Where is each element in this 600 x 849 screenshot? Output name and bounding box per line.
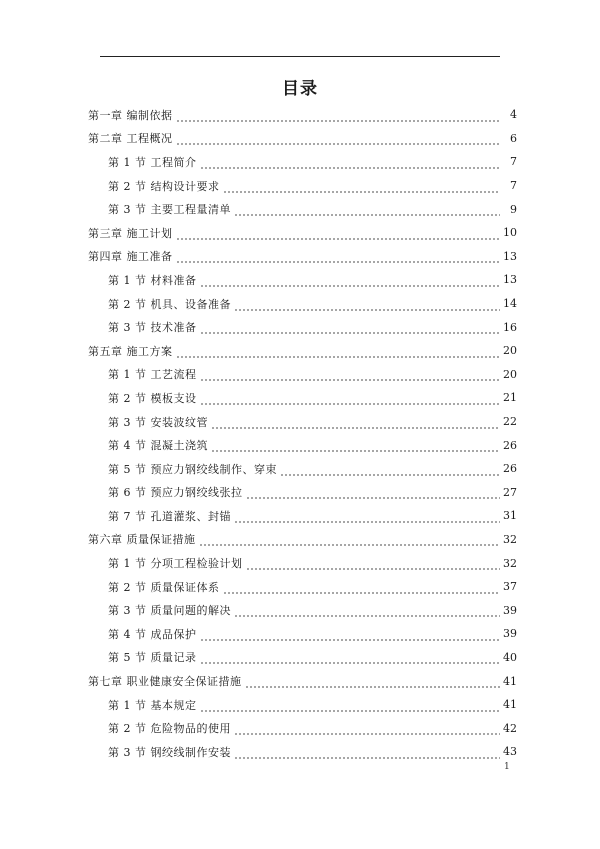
toc-entry-page: 26 [503, 438, 517, 452]
toc-dot-leader [234, 749, 500, 759]
header-rule [100, 56, 500, 57]
toc-section-entry[interactable] [88, 598, 517, 622]
toc-dot-leader [234, 206, 500, 216]
toc-section-entry[interactable] [88, 575, 517, 599]
toc-dot-leader [200, 702, 501, 712]
toc-entry-label: 第 2 节 危险物品的使用 [108, 722, 231, 736]
toc-entry-page: 20 [503, 367, 517, 381]
toc-entry-label: 第 5 节 质量记录 [108, 651, 197, 665]
toc-entry-label: 第 1 节 分项工程检验计划 [108, 557, 243, 571]
toc-section-entry[interactable] [88, 504, 517, 528]
toc-dot-leader [223, 183, 501, 193]
toc-entry-page: 16 [503, 320, 517, 334]
toc-dot-leader [176, 135, 501, 145]
toc-entry-page: 20 [503, 344, 517, 358]
toc-entry-label: 第 5 节 预应力钢绞线制作、穿束 [108, 462, 277, 476]
toc-section-entry[interactable] [88, 268, 517, 292]
toc-dot-leader [200, 371, 501, 381]
toc-section-entry[interactable] [88, 315, 517, 339]
toc-entry-page: 32 [503, 532, 517, 546]
toc-entry-label: 第 3 节 质量问题的解决 [108, 604, 231, 618]
toc-dot-leader [280, 466, 500, 476]
toc-section-entry[interactable] [88, 150, 517, 174]
toc-section-entry[interactable] [88, 386, 517, 410]
toc-dot-leader [200, 159, 501, 169]
toc-entry-page: 22 [503, 415, 517, 429]
toc-dot-leader [176, 348, 501, 358]
toc-dot-leader [211, 442, 500, 452]
toc-entry-label: 第三章 施工计划 [88, 226, 173, 240]
toc-chapter-entry[interactable] [88, 339, 517, 363]
toc-entry-label: 第 3 节 技术准备 [108, 321, 197, 335]
toc-entry-page: 42 [503, 721, 517, 735]
toc-dot-leader [234, 513, 500, 523]
toc-chapter-entry[interactable] [88, 245, 517, 269]
toc-entry-page: 7 [510, 155, 517, 169]
toc-section-entry[interactable] [88, 292, 517, 316]
toc-entry-page: 7 [510, 179, 517, 193]
toc-entry-page: 39 [503, 627, 517, 641]
toc-entry-page: 14 [503, 297, 517, 311]
toc-section-entry[interactable] [88, 481, 517, 505]
page-number: 1 [504, 762, 510, 772]
toc-entry-label: 第五章 施工方案 [88, 344, 173, 358]
toc-entry-page: 39 [503, 603, 517, 617]
table-of-contents [88, 103, 517, 764]
toc-entry-page: 6 [510, 131, 517, 145]
toc-entry-page: 27 [503, 485, 517, 499]
toc-section-entry[interactable] [88, 716, 517, 740]
toc-dot-leader [245, 678, 501, 688]
toc-dot-leader [211, 419, 500, 429]
toc-dot-leader [234, 725, 500, 735]
toc-chapter-entry[interactable] [88, 127, 517, 151]
toc-section-entry[interactable] [88, 622, 517, 646]
toc-section-entry[interactable] [88, 646, 517, 670]
toc-dot-leader [246, 560, 501, 570]
toc-entry-label: 第 2 节 模板支设 [108, 391, 197, 405]
toc-section-entry[interactable] [88, 740, 517, 764]
toc-chapter-entry[interactable] [88, 528, 517, 552]
toc-section-entry[interactable] [88, 363, 517, 387]
toc-dot-leader [176, 112, 501, 122]
toc-entry-page: 31 [503, 509, 517, 523]
toc-entry-label: 第 1 节 工程简介 [108, 155, 197, 169]
toc-dot-leader [176, 253, 501, 263]
toc-dot-leader [246, 489, 501, 499]
toc-dot-leader [223, 584, 501, 594]
toc-dot-leader [200, 654, 501, 664]
toc-entry-label: 第 4 节 混凝土浇筑 [108, 439, 208, 453]
toc-entry-page: 41 [503, 698, 517, 712]
toc-dot-leader [200, 324, 501, 334]
toc-entry-page: 9 [510, 202, 517, 216]
toc-entry-page: 13 [503, 249, 517, 263]
toc-dot-leader [200, 631, 501, 641]
toc-entry-page: 32 [503, 556, 517, 570]
toc-entry-label: 第 3 节 安装波纹管 [108, 415, 208, 429]
toc-entry-page: 43 [503, 745, 517, 759]
toc-entry-label: 第 2 节 机具、设备准备 [108, 297, 231, 311]
toc-entry-label: 第七章 职业健康安全保证措施 [88, 675, 242, 689]
toc-entry-label: 第六章 质量保证措施 [88, 533, 196, 547]
toc-entry-label: 第 1 节 材料准备 [108, 273, 197, 287]
toc-dot-leader [234, 607, 500, 617]
toc-entry-page: 10 [503, 226, 517, 240]
toc-entry-label: 第 3 节 钢绞线制作安装 [108, 745, 231, 759]
toc-section-entry[interactable] [88, 197, 517, 221]
toc-section-entry[interactable] [88, 410, 517, 434]
toc-dot-leader [200, 395, 501, 405]
toc-section-entry[interactable] [88, 174, 517, 198]
toc-entry-page: 21 [503, 391, 517, 405]
toc-dot-leader [200, 277, 501, 287]
toc-entry-label: 第四章 施工准备 [88, 250, 173, 264]
toc-entry-label: 第 1 节 工艺流程 [108, 368, 197, 382]
toc-entry-label: 第一章 编制依据 [88, 108, 173, 122]
toc-entry-page: 13 [503, 273, 517, 287]
toc-dot-leader [234, 301, 500, 311]
toc-section-entry[interactable] [88, 457, 517, 481]
toc-entry-label: 第 3 节 主要工程量清单 [108, 203, 231, 217]
toc-entry-page: 4 [510, 108, 517, 122]
toc-dot-leader [199, 536, 501, 546]
toc-dot-leader [176, 230, 501, 240]
toc-entry-page: 41 [503, 674, 517, 688]
toc-entry-label: 第 2 节 质量保证体系 [108, 580, 220, 594]
toc-title: 目录 [282, 79, 318, 99]
toc-entry-label: 第二章 工程概况 [88, 132, 173, 146]
toc-entry-label: 第 7 节 孔道灌浆、封锚 [108, 509, 231, 523]
toc-entry-page: 26 [503, 462, 517, 476]
toc-section-entry[interactable] [88, 551, 517, 575]
toc-chapter-entry[interactable] [88, 103, 517, 127]
toc-entry-label: 第 1 节 基本规定 [108, 698, 197, 712]
toc-entry-label: 第 2 节 结构设计要求 [108, 179, 220, 193]
toc-entry-label: 第 4 节 成品保护 [108, 627, 197, 641]
toc-section-entry[interactable] [88, 433, 517, 457]
toc-section-entry[interactable] [88, 693, 517, 717]
toc-entry-page: 37 [503, 580, 517, 594]
toc-chapter-entry[interactable] [88, 669, 517, 693]
toc-chapter-entry[interactable] [88, 221, 517, 245]
toc-entry-label: 第 6 节 预应力钢绞线张拉 [108, 486, 243, 500]
toc-entry-page: 40 [503, 650, 517, 664]
